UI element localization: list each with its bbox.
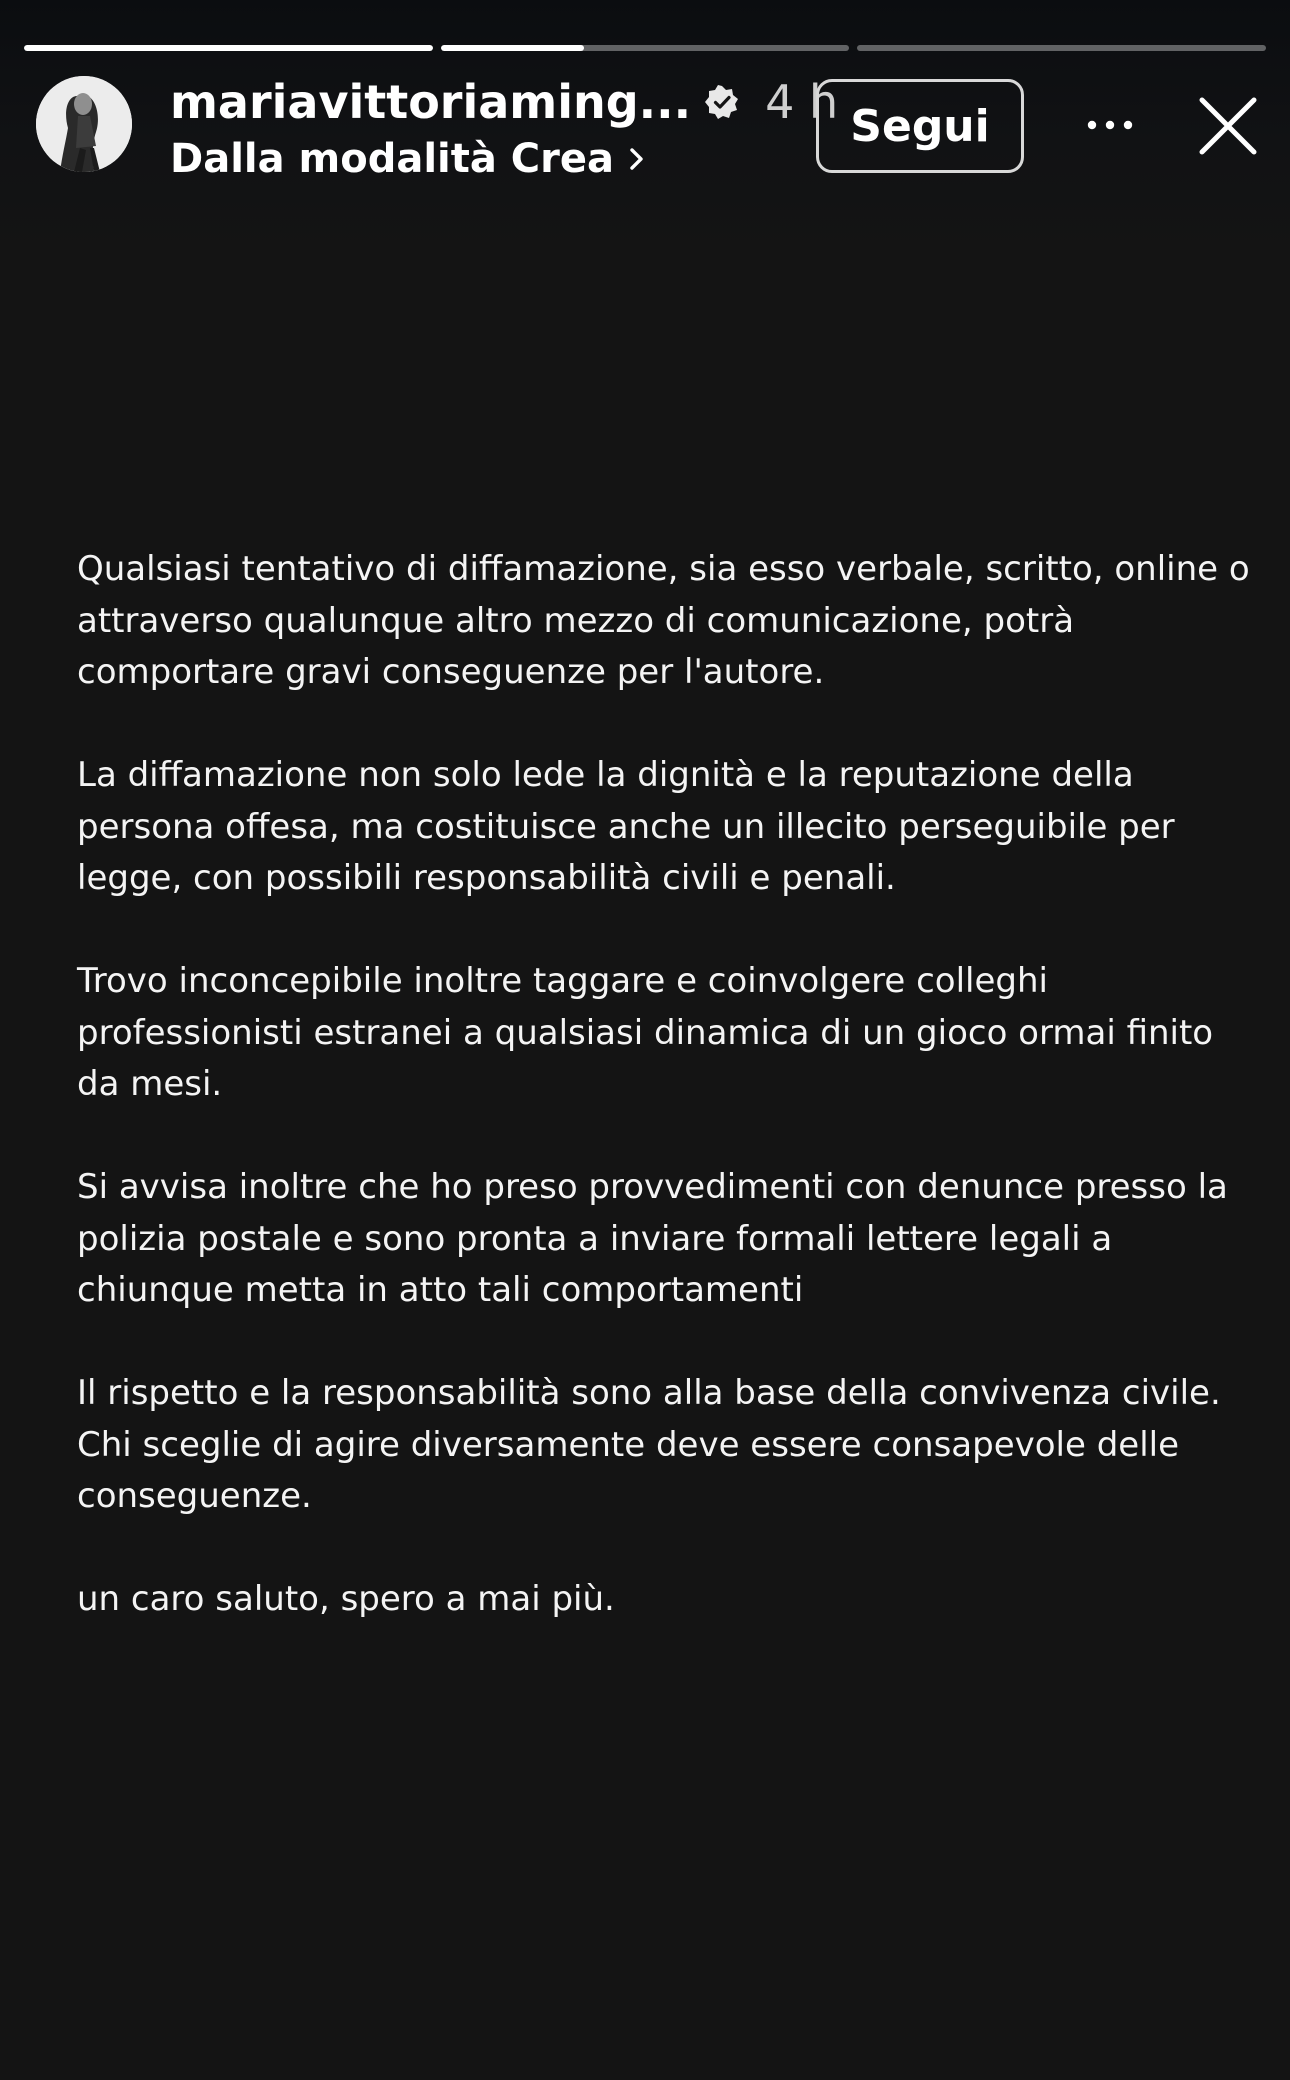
paragraph-1: Qualsiasi tentativo di diffamazione, sia esso verbale, scritto, online o attraverso qualunque altro mezzo di comunicazione, potrà comportare gravi conseguenze per l'autore. <box>77 549 1250 692</box>
progress-segment-2 <box>441 45 850 51</box>
progress-segment-1 <box>24 45 433 51</box>
creation-mode-label: Dalla modalità Crea <box>170 136 614 182</box>
progress-segment-3 <box>857 45 1266 51</box>
more-dots-icon <box>1085 119 1135 131</box>
paragraph-5: Il rispetto e la responsabilità sono alla base della convivenza civile. Chi sceglie di agire diversamente deve essere consapevole delle conseguenze. <box>77 1373 1221 1516</box>
avatar[interactable] <box>36 76 132 172</box>
follow-button[interactable]: Segui <box>816 79 1024 173</box>
story-text <box>77 544 1267 1677</box>
paragraph-6: un caro saluto, spero a mai più. <box>77 1579 615 1619</box>
user-line <box>170 70 839 134</box>
user-info <box>170 70 839 184</box>
story-progress <box>24 45 1266 51</box>
paragraph-3: Trovo inconcepibile inoltre taggare e coinvolgere colleghi professionisti estranei a qualsiasi dinamica di un gioco ormai finito da mesi. <box>77 961 1214 1104</box>
progress-fill-1 <box>24 45 433 51</box>
chevron-right-icon <box>626 145 648 173</box>
avatar-image <box>36 76 132 172</box>
progress-fill-2 <box>441 45 584 51</box>
close-button[interactable] <box>1196 94 1260 158</box>
username[interactable]: mariavittoriaming... <box>170 75 692 129</box>
paragraph-4: Si avvisa inoltre che ho preso provvedimenti con denunce presso la polizia postale e sono pronta a inviare formali lettere legali a chiunque metta in atto tali comportamenti <box>77 1167 1228 1310</box>
creation-mode-link[interactable] <box>170 134 820 184</box>
post-time: 4 h <box>765 75 839 129</box>
paragraph-2: La diffamazione non solo lede la dignità e la reputazione della persona offesa, ma costituisce anche un illecito perseguibile per legge, con possibili responsabilità civili e penali. <box>77 755 1175 898</box>
close-icon <box>1196 94 1260 158</box>
verified-badge-icon <box>705 85 739 119</box>
more-options-button[interactable] <box>1080 100 1140 150</box>
